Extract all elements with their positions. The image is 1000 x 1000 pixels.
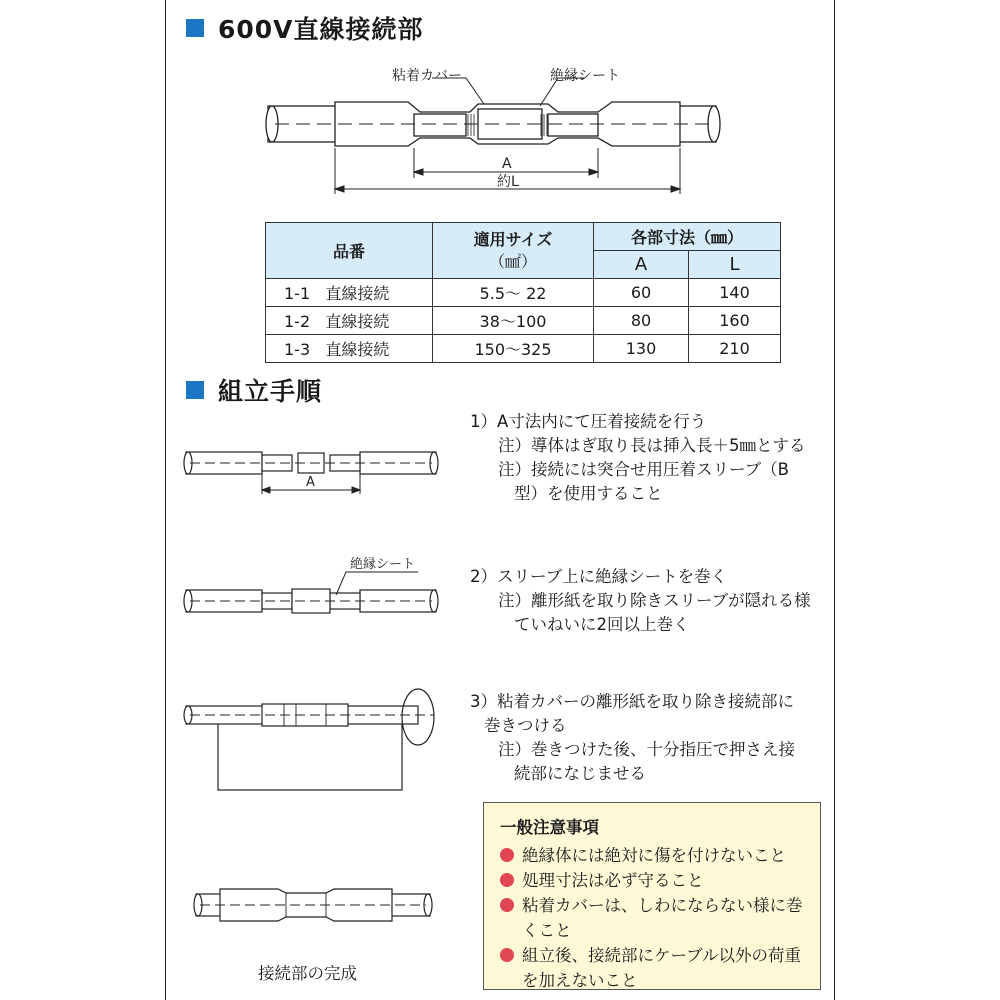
complete-caption: 接続部の完成 (258, 964, 357, 983)
bullet-icon (500, 898, 514, 912)
cell-a: 130 (594, 335, 689, 363)
label-insulation-sheet: 絶縁シート (550, 68, 620, 84)
step3-main-a: 3）粘着カバーの離形紙を取り除き接続部に (470, 692, 794, 711)
cell-part: 1-1 直線接続 (266, 279, 433, 307)
step2-sheet-label: 絶縁シート (350, 557, 416, 572)
bullet-icon (500, 948, 514, 962)
dim-l-label: 約L (497, 174, 519, 190)
step1-note2a: 注）接続には突合せ用圧着スリーブ（B (498, 460, 789, 479)
bullet-icon (500, 873, 514, 887)
cell-l: 160 (689, 307, 781, 335)
dim-a-label: A (502, 156, 512, 172)
th-size-line1: 適用サイズ (473, 229, 553, 249)
step-2 (470, 565, 811, 637)
th-a: A (594, 251, 689, 279)
th-l: L (689, 251, 781, 279)
step1-a-label: A (306, 475, 315, 490)
th-dims: 各部寸法（㎜） (594, 223, 781, 251)
label-adhesive-cover: 粘着カバー (392, 68, 462, 84)
step3-note1a: 注）巻きつけた後、十分指圧で押さえ接 (498, 740, 795, 759)
step2-note1a: 注）離形紙を取り除きスリーブが隠れる様 (498, 591, 811, 610)
th-part: 品番 (266, 223, 433, 279)
section-title-text: 組立手順 (218, 377, 323, 406)
step2-main: 2）スリーブ上に絶縁シートを巻く (470, 567, 728, 586)
cell-size: 38～100 (433, 307, 594, 335)
cell-l: 210 (689, 335, 781, 363)
caution-box (483, 802, 821, 990)
caution-title: 一般注意事項 (500, 818, 599, 837)
step3-main-b: 巻きつける (484, 716, 567, 735)
step-3 (470, 690, 795, 786)
step2-note1b: ていねいに2回以上巻く (514, 615, 690, 634)
cell-l: 140 (689, 279, 781, 307)
step1-note2b: 型）を使用すること (514, 484, 663, 503)
caution-item: 絶縁体には絶対に傷を付けないこと (500, 843, 808, 868)
cell-part: 1-2 直線接続 (266, 307, 433, 335)
cell-size: 5.5～ 22 (433, 279, 594, 307)
th-size-line2: （㎟） (488, 251, 537, 271)
cell-a: 80 (594, 307, 689, 335)
step3-note1b: 続部になじませる (514, 764, 646, 783)
caution-item: 組立後、接続部にケーブル以外の荷重を加えないこと (500, 943, 808, 993)
caution-item: 粘着カバーは、しわにならない様に巻くこと (500, 893, 808, 943)
step1-note1: 注）導体はぎ取り長は挿入長＋5㎜とする (498, 436, 806, 455)
step-1 (470, 410, 806, 506)
section-title-text: 600V直線接続部 (218, 15, 424, 44)
bullet-icon (500, 848, 514, 862)
step1-main: 1）A寸法内にて圧着接続を行う (470, 412, 707, 431)
caution-item: 処理寸法は必ず守ること (500, 868, 808, 893)
cell-a: 60 (594, 279, 689, 307)
cell-part: 1-3 直線接続 (266, 335, 433, 363)
cell-size: 150～325 (433, 335, 594, 363)
